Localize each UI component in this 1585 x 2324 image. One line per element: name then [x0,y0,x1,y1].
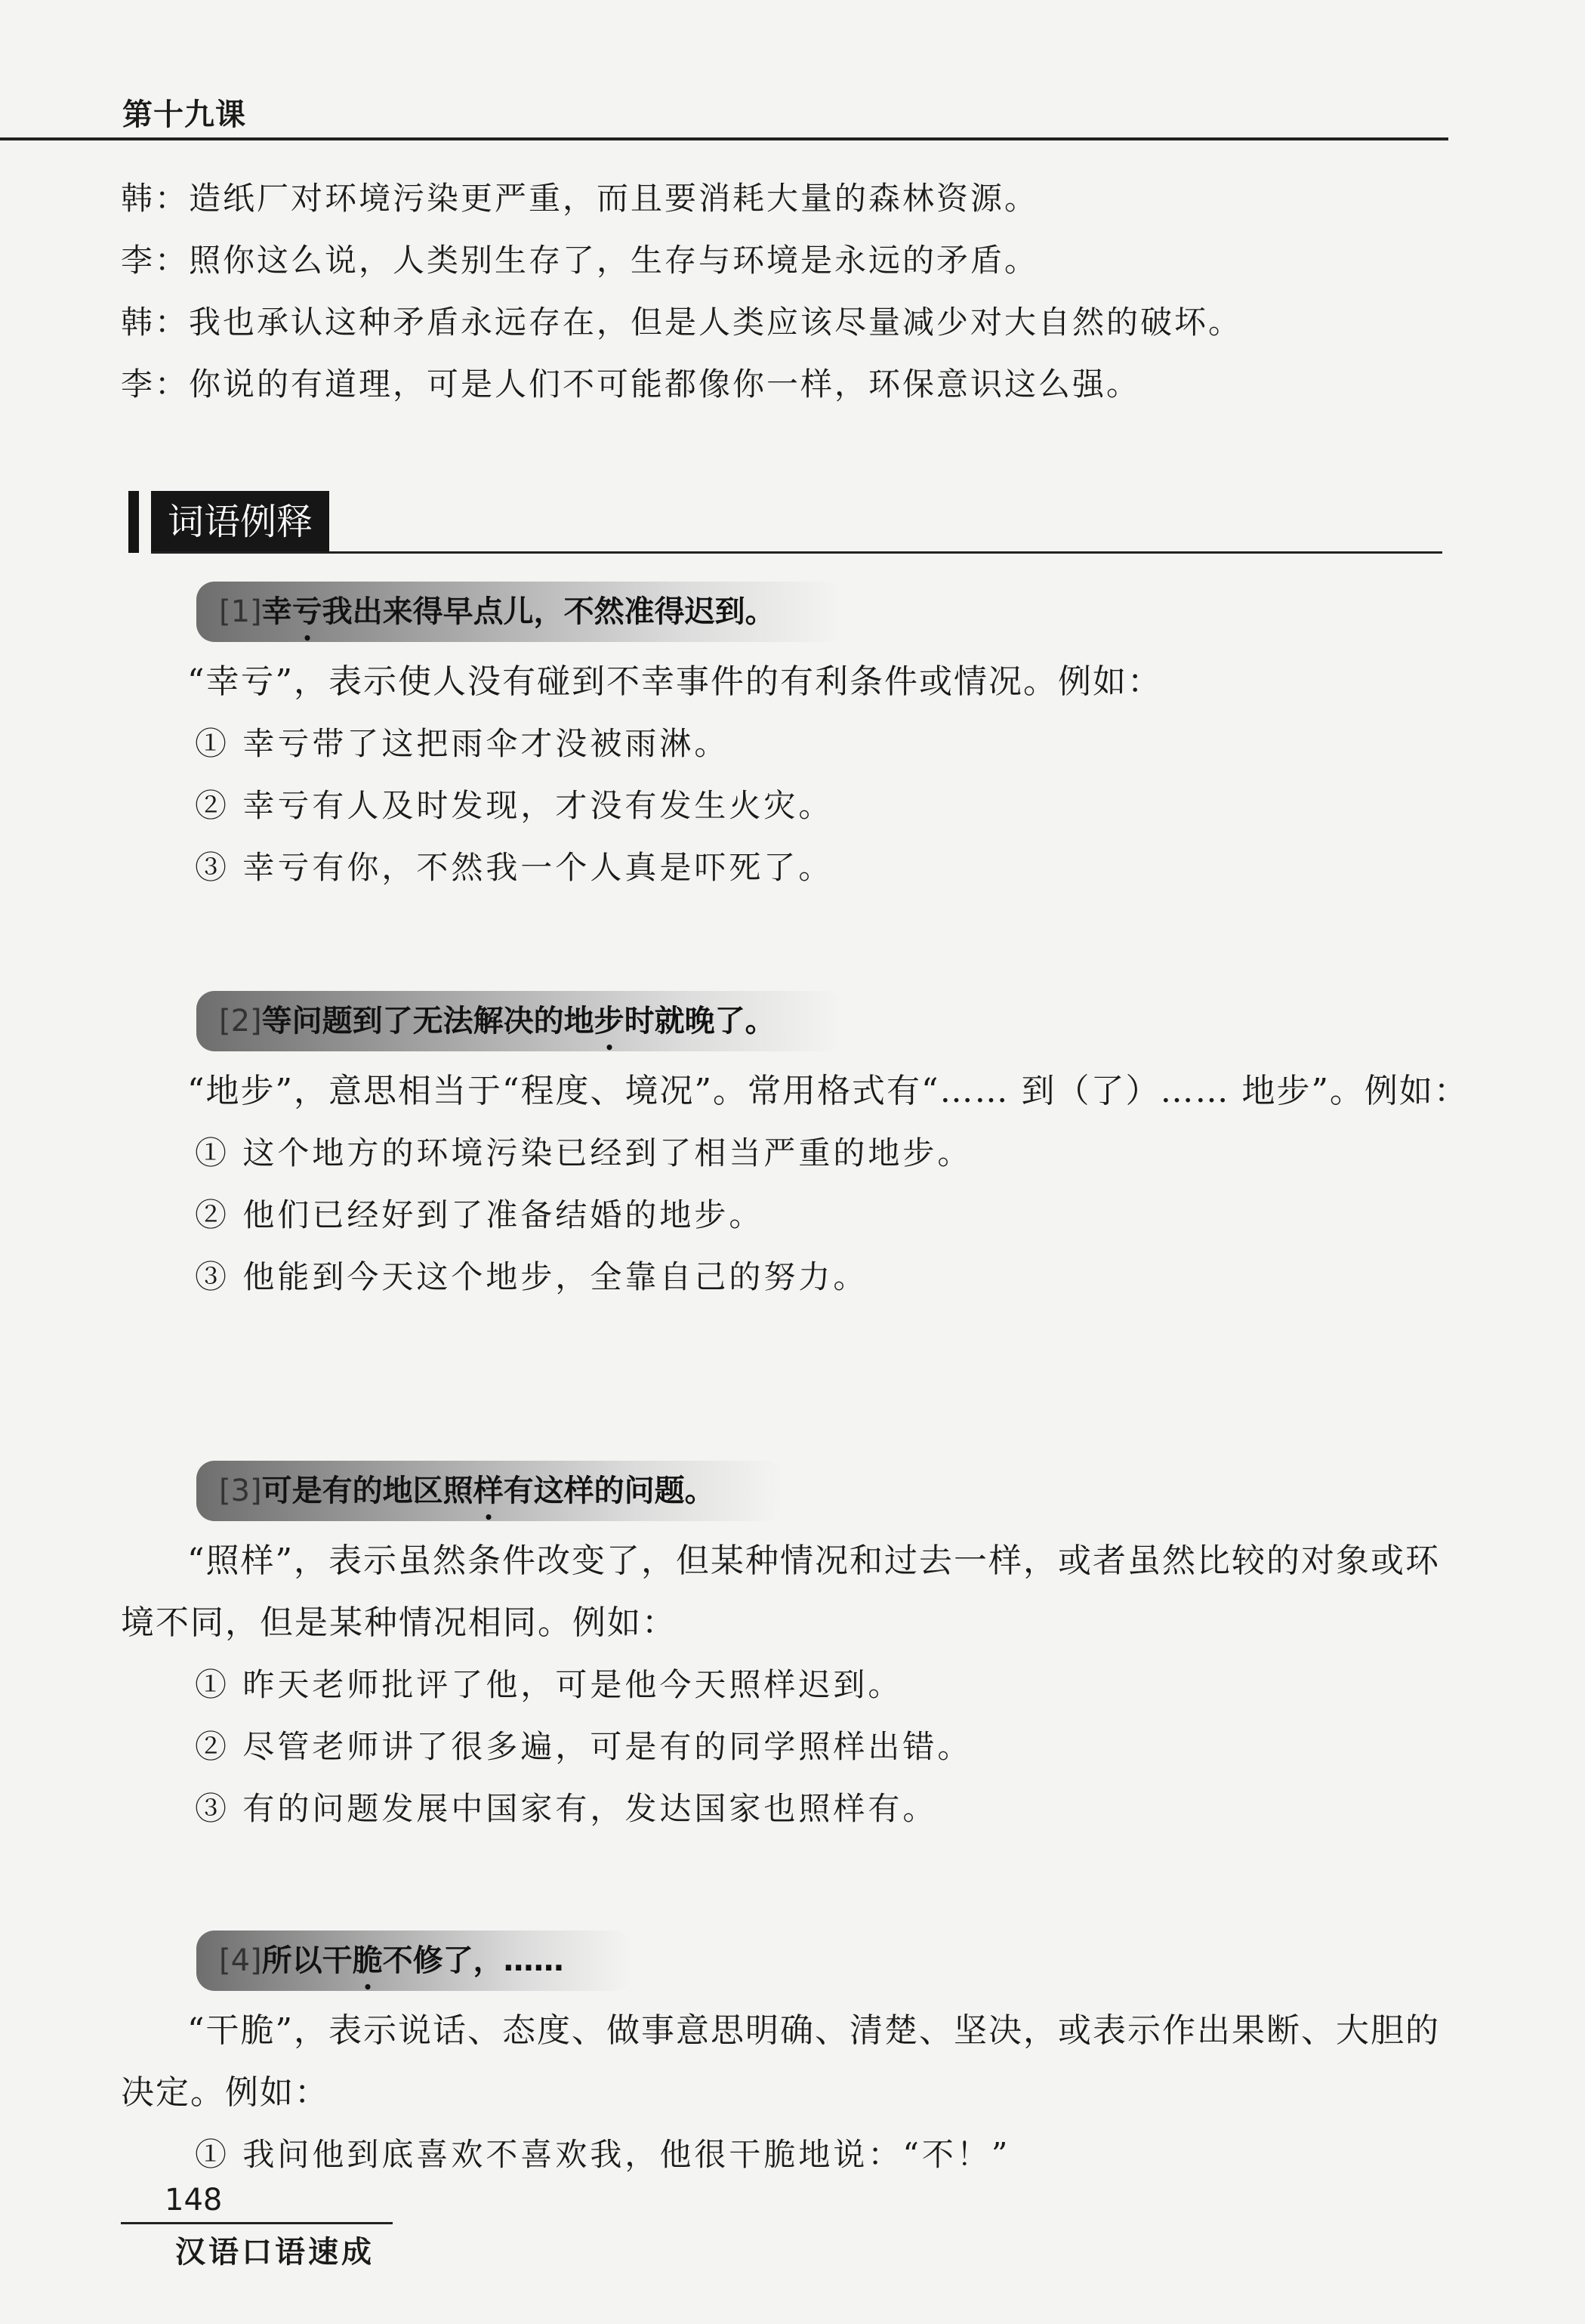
lesson-header: 第十九课 [122,97,246,132]
example-sentence: ② 幸亏有人及时发现，才没有发生火灾。 [195,787,834,824]
key-word-emphasis: 样 [473,1474,504,1508]
dialogue-line: 李：你说的有道理，可是人们不可能都像你一样，环保意识这么强。 [121,366,1141,403]
word-point-3 [121,1461,1472,1840]
key-sentence-text: 时就晚了。 [624,1004,776,1039]
section-title: 词语例释 [151,491,329,553]
key-sentence-text: 幸 [261,594,292,629]
key-sentence-text: 有这样的问题。 [503,1474,715,1508]
key-sentence [196,1461,783,1521]
key-sentence-text: 不修了，…… [382,1943,564,1978]
key-word-emphasis: 亏 [291,594,322,629]
key-sentence-text: 可是有的地区照 [261,1474,473,1508]
page-number: 148 [165,2183,223,2218]
section-marker [128,491,139,553]
explanation: “干脆”，表示说话、态度、做事意思明确、清楚、坚决，或表示作出果断、大胆的决定。例如： [121,2011,1440,2112]
example-sentence: ③ 有的问题发展中国家有，发达国家也照样有。 [195,1790,938,1827]
key-sentence [196,582,843,642]
dialogue [121,168,1242,415]
point-number: [2] [219,1004,262,1039]
point-number: [4] [219,1943,262,1978]
example-sentence: ① 幸亏带了这把雨伞才没被雨淋。 [195,725,729,762]
footer-rule [121,2222,393,2224]
example-sentence: ③ 他能到今天这个地步，全靠自己的努力。 [195,1258,868,1295]
section-rule [151,551,1442,554]
header-rule [0,137,1448,140]
point-number: [1] [219,594,262,629]
example-sentence: ① 这个地方的环境污染已经到了相当严重的地步。 [195,1134,973,1171]
key-sentence [196,991,843,1051]
example-sentence: ② 尽管老师讲了很多遍，可是有的同学照样出错。 [195,1728,973,1765]
dialogue-line: 韩：造纸厂对环境污染更严重，而且要消耗大量的森林资源。 [121,180,1039,217]
example-sentence: ① 昨天老师批评了他，可是他今天照样迟到。 [195,1666,903,1703]
explanation: “照样”，表示虽然条件改变了，但某种情况和过去一样，或者虽然比较的对象或环境不同，但是某种情况相同。例如： [121,1542,1440,1642]
key-sentence-text: 我出来得早点儿，不然准得迟到。 [322,594,776,629]
example-sentence: ② 他们已经好到了准备结婚的地步。 [195,1196,764,1233]
key-word-emphasis: 脆 [352,1943,383,1978]
key-sentence [196,1930,632,1991]
key-sentence-text: 等问题到了无法解决的地 [261,1004,594,1039]
dialogue-line: 李：照你这么说，人类别生存了，生存与环境是永远的矛盾。 [121,242,1039,279]
explanation: “幸亏”，表示使人没有碰到不幸事件的有利条件或情况。例如： [187,662,1162,701]
point-number: [3] [219,1474,262,1508]
example-sentence: ① 我问他到底喜欢不喜欢我，他很干脆地说：“不！” [195,2136,1011,2173]
key-sentence-text: 所以干 [261,1943,353,1978]
dialogue-line: 韩：我也承认这种矛盾永远存在，但是人类应该尽量减少对大自然的破坏。 [121,304,1243,341]
book-title: 汉语口语速成 [175,2234,375,2270]
key-word-emphasis: 步 [594,1004,624,1039]
word-point-4 [121,1930,1472,2186]
word-point-2 [121,991,1472,1308]
word-point-1 [121,582,1472,899]
example-sentence: ③ 幸亏有你，不然我一个人真是吓死了。 [195,849,834,886]
explanation: “地步”，意思相当于“程度、境况”。常用格式有“…… 到（了）…… 地步”。例如： [187,1072,1469,1110]
